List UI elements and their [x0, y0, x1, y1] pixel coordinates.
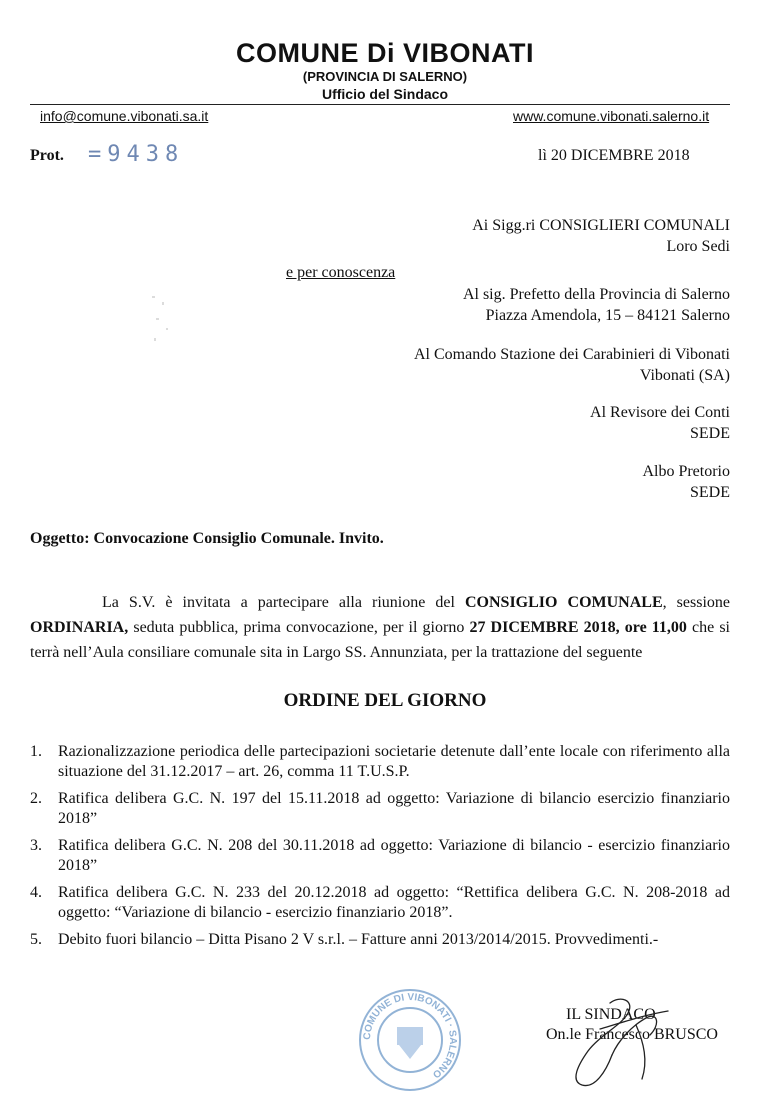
agenda-item	[30, 742, 730, 782]
recipient-line: Ai Sigg.ri CONSIGLIERI COMUNALI	[472, 217, 730, 234]
recipient-carabinieri	[414, 344, 730, 386]
body-text: La S.V. è invitata a partecipare alla riunione del	[102, 594, 465, 611]
body-text: , sessione	[662, 594, 731, 611]
email-link[interactable]: info@comune.vibonati.sa.it	[40, 108, 209, 124]
agenda-item-text: Debito fuori bilancio – Ditta Pisano 2 V s.r.l. – Fatture anni 2013/2014/2015. Provvedimenti.-	[58, 931, 659, 948]
agenda-item-number: 4.	[30, 884, 42, 901]
agenda-item-number: 1.	[30, 743, 42, 760]
subject-line: Oggetto: Convocazione Consiglio Comunale. Invito.	[30, 530, 384, 547]
province-subtitle: (PROVINCIA DI SALERNO)	[302, 69, 468, 84]
agenda-item-text: Ratifica delibera G.C. N. 208 del 30.11.2018 ad oggetto: Variazione di bilancio - esercizio finanziario 2018”	[58, 837, 730, 874]
recipient-prefetto	[463, 284, 730, 326]
agenda-item-text: Ratifica delibera G.C. N. 197 del 15.11.2018 ad oggetto: Variazione di bilancio esercizio finanziario 2018”	[58, 790, 730, 827]
mayor-name: On.le Francesco BRUSCO	[546, 1026, 718, 1043]
recipient-line: Albo Pretorio	[642, 463, 730, 480]
header-divider	[30, 104, 730, 105]
agenda-item-text: Razionalizzazione periodica delle partecipazioni societarie detenute dall’ente locale con riferimento alla situazione del 31.12.2017 – art. 26, comma 11 T.U.S.P.	[58, 743, 730, 780]
scan-smudge-icon	[148, 288, 178, 348]
recipient-revisore	[590, 402, 730, 444]
agenda-item-number: 5.	[30, 931, 42, 948]
cc-label: e per conoscenza	[286, 264, 396, 281]
body-text: che si terrà nell’Aula consiliare comunale sita in Largo SS. Annunziata, per la trattazione del seguente	[30, 619, 730, 661]
protocol-label: Prot.	[30, 147, 64, 164]
agenda-item-number: 3.	[30, 837, 42, 854]
recipient-line: SEDE	[690, 425, 730, 442]
agenda-list	[30, 742, 730, 957]
recipient-line: Vibonati (SA)	[639, 367, 730, 384]
body-bold-text: CONSIGLIO COMUNALE	[464, 594, 663, 611]
website-link[interactable]: www.comune.vibonati.salerno.it	[513, 108, 710, 124]
agenda-item	[30, 883, 730, 923]
svg-text:COMUNE DI VIBONATI · SALERNO: COMUNE DI VIBONATI · SALERNO	[361, 991, 459, 1080]
body-text: seduta pubblica, prima convocazione, per il giorno	[128, 619, 470, 636]
agenda-item-text: Ratifica delibera G.C. N. 233 del 20.12.2018 ad oggetto: “Rettifica delibera G.C. N. 208-2018 ad oggetto: “Variazione di bilancio - esercizio finanziario 2018”.	[58, 884, 730, 921]
agenda-item	[30, 930, 730, 950]
agenda-item-number: 2.	[30, 790, 42, 807]
recipient-albo	[642, 461, 730, 503]
recipient-line: Al Comando Stazione dei Carabinieri di Vibonati	[413, 346, 730, 363]
agenda-item	[30, 789, 730, 829]
recipient-line: Loro Sedi	[666, 238, 730, 255]
recipient-councillors	[472, 215, 730, 257]
body-bold-text: ORDINARIA,	[30, 619, 129, 636]
protocol-number-stamp: =9438	[88, 142, 185, 167]
letter-date: lì 20 DICEMBRE 2018	[538, 147, 690, 164]
municipal-stamp-icon	[355, 985, 465, 1095]
recipient-line: Al Revisore dei Conti	[590, 404, 730, 421]
recipient-line: Al sig. Prefetto della Provincia di Salerno	[462, 286, 730, 303]
office-name: Ufficio del Sindaco	[321, 86, 448, 102]
mayor-role: IL SINDACO	[566, 1006, 656, 1023]
recipient-line: SEDE	[690, 484, 730, 501]
agenda-title: ORDINE DEL GIORNO	[283, 690, 487, 711]
page-title: COMUNE Di VIBONATI	[236, 38, 534, 68]
body-bold-text: 27 DICEMBRE 2018, ore 11,00	[469, 619, 687, 636]
handwritten-signature-icon	[540, 985, 700, 1095]
subject-label: Oggetto	[30, 530, 85, 547]
recipient-line: Piazza Amendola, 15 – 84121 Salerno	[485, 307, 730, 324]
agenda-item	[30, 836, 730, 876]
subject-text: Convocazione Consiglio Comunale. Invito.	[93, 530, 384, 547]
invitation-paragraph	[30, 590, 730, 665]
